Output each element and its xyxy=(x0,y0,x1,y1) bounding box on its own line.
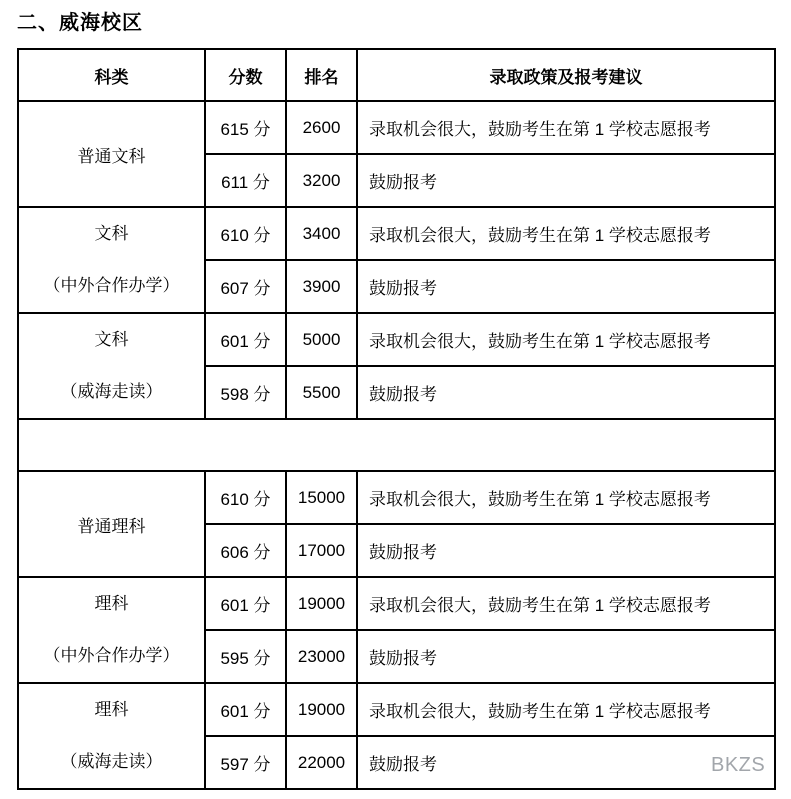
rank-cell: 19000 xyxy=(286,683,357,736)
category-cell xyxy=(18,471,205,577)
score-cell: 610 分 xyxy=(205,207,286,260)
score-cell: 615 分 xyxy=(205,101,286,154)
advice-cell: 鼓励报考 xyxy=(357,736,775,789)
table-row xyxy=(18,313,775,366)
category-label: 理科 xyxy=(94,700,129,719)
category-sublabel: （中外合作办学） xyxy=(43,646,180,665)
score-cell: 606 分 xyxy=(205,524,286,577)
category-cell xyxy=(18,101,205,207)
category-sublabel: （威海走读） xyxy=(60,752,163,771)
score-cell: 598 分 xyxy=(205,366,286,419)
admission-score-table xyxy=(17,48,776,790)
category-label: 普通理科 xyxy=(77,516,146,536)
category-label: 普通文科 xyxy=(77,146,146,166)
category-cell xyxy=(18,313,205,419)
category-sublabel: （中外合作办学） xyxy=(43,276,180,295)
header-category: 科类 xyxy=(18,49,205,101)
advice-cell: 鼓励报考 xyxy=(357,366,775,419)
score-cell: 597 分 xyxy=(205,736,286,789)
separator-cell xyxy=(18,419,775,471)
table-row xyxy=(18,471,775,524)
rank-cell: 19000 xyxy=(286,577,357,630)
advice-cell: 录取机会很大，鼓励考生在第 1 学校志愿报考 xyxy=(357,101,775,154)
table-row xyxy=(18,577,775,630)
table-row xyxy=(18,683,775,736)
advice-cell: 录取机会很大，鼓励考生在第 1 学校志愿报考 xyxy=(357,577,775,630)
score-cell: 601 分 xyxy=(205,313,286,366)
category-label: 文科 xyxy=(94,330,129,349)
score-cell: 601 分 xyxy=(205,683,286,736)
advice-cell: 鼓励报考 xyxy=(357,524,775,577)
advice-cell: 录取机会很大，鼓励考生在第 1 学校志愿报考 xyxy=(357,313,775,366)
table-row xyxy=(18,207,775,260)
separator-row xyxy=(18,419,775,471)
rank-cell: 3200 xyxy=(286,154,357,207)
advice-cell: 录取机会很大，鼓励考生在第 1 学校志愿报考 xyxy=(357,683,775,736)
rank-cell: 3400 xyxy=(286,207,357,260)
score-cell: 607 分 xyxy=(205,260,286,313)
category-cell xyxy=(18,207,205,313)
advice-cell: 录取机会很大，鼓励考生在第 1 学校志愿报考 xyxy=(357,207,775,260)
category-sublabel: （威海走读） xyxy=(60,382,163,401)
category-label: 文科 xyxy=(94,224,129,243)
rank-cell: 3900 xyxy=(286,260,357,313)
rank-cell: 22000 xyxy=(286,736,357,789)
score-cell: 595 分 xyxy=(205,630,286,683)
header-advice: 录取政策及报考建议 xyxy=(357,49,775,101)
rank-cell: 23000 xyxy=(286,630,357,683)
bkzs-watermark: BKZS xyxy=(711,754,766,776)
table-row xyxy=(18,101,775,154)
score-cell: 610 分 xyxy=(205,471,286,524)
category-cell xyxy=(18,577,205,683)
header-row xyxy=(18,49,775,101)
advice-cell: 鼓励报考 xyxy=(357,630,775,683)
rank-cell: 15000 xyxy=(286,471,357,524)
score-cell: 611 分 xyxy=(205,154,286,207)
advice-cell: 录取机会很大，鼓励考生在第 1 学校志愿报考 xyxy=(357,471,775,524)
score-cell: 601 分 xyxy=(205,577,286,630)
rank-cell: 5000 xyxy=(286,313,357,366)
advice-cell: 鼓励报考 xyxy=(357,154,775,207)
category-label: 理科 xyxy=(94,594,129,613)
rank-cell: 5500 xyxy=(286,366,357,419)
header-rank: 排名 xyxy=(286,49,357,101)
advice-cell: 鼓励报考 xyxy=(357,260,775,313)
header-score: 分数 xyxy=(205,49,286,101)
rank-cell: 2600 xyxy=(286,101,357,154)
page-title: 二、威海校区 xyxy=(17,12,143,34)
category-cell xyxy=(18,683,205,789)
rank-cell: 17000 xyxy=(286,524,357,577)
